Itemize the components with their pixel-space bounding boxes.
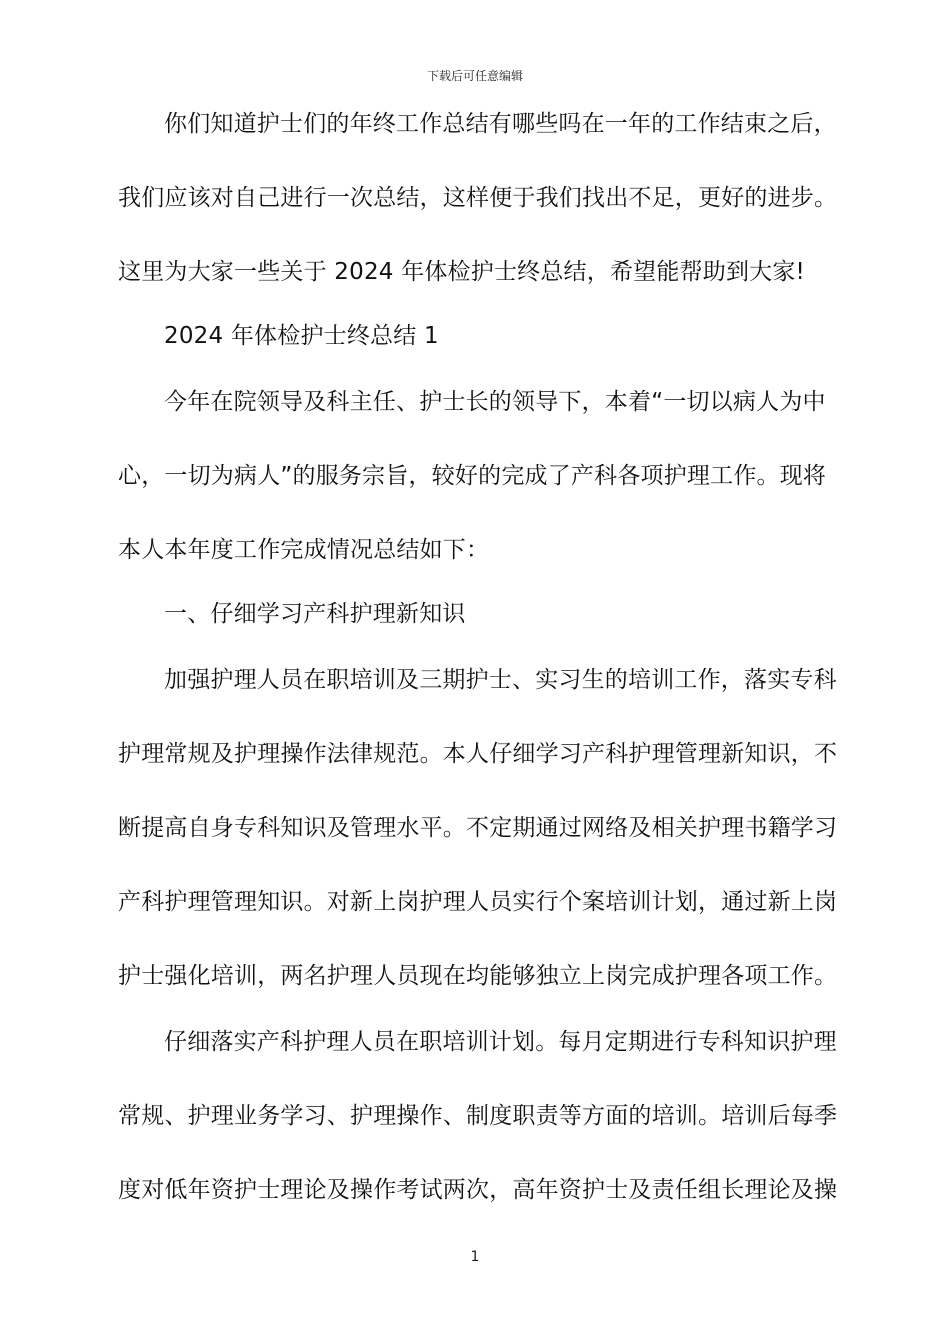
body-line: 产科护理管理知识。对新上岗护理人员实行个案培训计划，通过新上岗 <box>118 889 838 915</box>
section-heading: 2024 年体检护士终总结 1 <box>164 323 439 349</box>
header-note: 下载后可任意编辑 <box>426 69 523 83</box>
body-line: 护理常规及护理操作法律规范。本人仔细学习产科护理管理新知识，不 <box>118 741 838 767</box>
body-line: 仔细落实产科护理人员在职培训计划。每月定期进行专科知识护理 <box>164 1029 837 1055</box>
body-line: 我们应该对自己进行一次总结，这样便于我们找出不足，更好的进步。 <box>118 185 838 211</box>
body-line: 常规、护理业务学习、护理操作、制度职责等方面的培训。培训后每季 <box>118 1103 838 1129</box>
body-line: 今年在院领导及科主任、护士长的领导下，本着“一切以病人为中 <box>164 389 826 415</box>
page-number: 1 <box>470 1249 480 1265</box>
body-line: 加强护理人员在职培训及三期护士、实习生的培训工作，落实专科 <box>164 667 837 693</box>
body-line: 断提高自身专科知识及管理水平。不定期通过网络及相关护理书籍学习 <box>118 815 838 841</box>
body-line: 心，一切为病人”的服务宗旨，较好的完成了产科各项护理工作。现将 <box>118 463 827 489</box>
body-line: 本人本年度工作完成情况总结如下： <box>118 537 490 563</box>
body-line: 你们知道护士们的年终工作总结有哪些吗在一年的工作结束之后， <box>164 111 837 137</box>
body-line: 这里为大家一些关于 2024 年体检护士终总结，希望能帮助到大家! <box>118 259 805 285</box>
body-line: 护士强化培训，两名护理人员现在均能够独立上岗完成护理各项工作。 <box>118 963 838 989</box>
section-heading: 一、仔细学习产科护理新知识 <box>164 601 466 627</box>
body-line: 度对低年资护士理论及操作考试两次，高年资护士及责任组长理论及操 <box>118 1177 838 1203</box>
